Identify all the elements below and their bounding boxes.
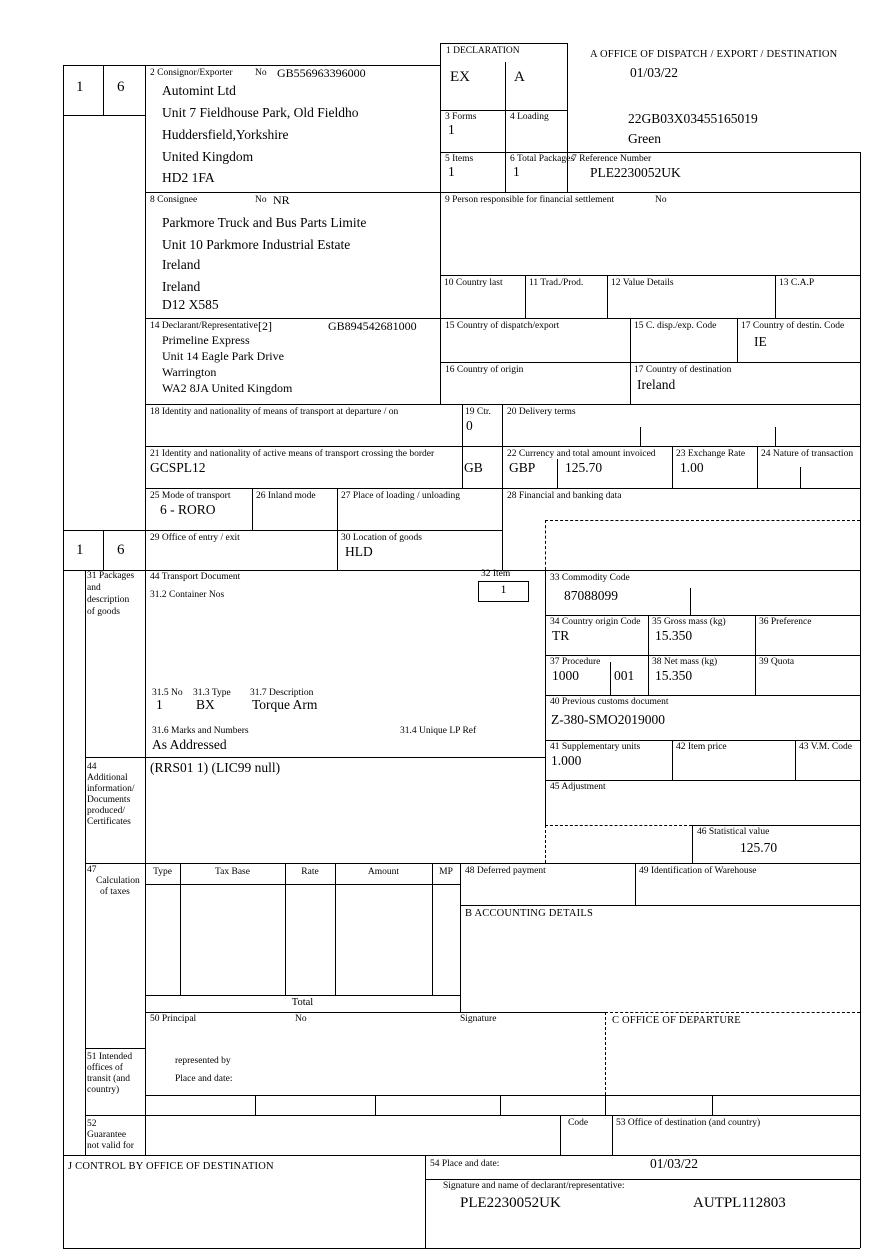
box14-line1: Primeline Express — [162, 333, 250, 347]
box25-value: 6 - RORO — [160, 502, 216, 517]
rule — [605, 1095, 606, 1115]
rule — [775, 275, 776, 318]
box30-value: HLD — [345, 544, 373, 559]
box2-label: 2 Consignor/Exporter — [150, 68, 233, 78]
box8-line4: Ireland — [162, 279, 201, 294]
box44-addl-label-line5: produced/ — [87, 806, 125, 816]
declarant-signature-ref: PLE2230052UK — [460, 1195, 561, 1211]
rule — [795, 740, 796, 780]
index-top-6: 6 — [117, 79, 125, 95]
rule — [145, 995, 460, 996]
tax-col-type: Type — [153, 867, 172, 877]
box3-value: 1 — [448, 122, 455, 137]
box40-value: Z-380-SMO2019000 — [551, 712, 665, 727]
rule — [500, 1095, 501, 1115]
tax-col-mp: MP — [439, 867, 453, 877]
box4-label: 4 Loading — [510, 112, 549, 122]
box49-label: 49 Identification of Warehouse — [639, 866, 757, 876]
dispatch-date: 01/03/22 — [630, 65, 679, 80]
rule — [285, 863, 286, 995]
rule — [440, 362, 860, 363]
rule — [63, 115, 145, 116]
box22-label: 22 Currency and total amount invoiced — [507, 449, 656, 459]
rule — [103, 65, 104, 115]
box17a-label: 17 Country of destin. Code — [741, 321, 845, 331]
rule — [545, 695, 860, 696]
box38-label: 38 Net mass (kg) — [652, 657, 718, 667]
box6-value: 1 — [513, 164, 520, 179]
box44-addl-label-line1: 44 — [87, 762, 97, 772]
box21-nationality: GB — [464, 460, 483, 475]
rule — [525, 275, 526, 318]
box25-label: 25 Mode of transport — [150, 491, 231, 501]
rule — [672, 446, 673, 488]
box31-label-line3: description — [87, 595, 130, 605]
place-date-label: Place and date: — [175, 1074, 233, 1084]
box39-label: 39 Quota — [759, 657, 795, 667]
rule — [145, 1012, 605, 1013]
box34-label: 34 Country origin Code — [550, 617, 641, 627]
packages-type-value: BX — [196, 697, 215, 712]
rule — [85, 570, 86, 1155]
box51-label-line4: country) — [87, 1085, 120, 1095]
box33-value: 87088099 — [564, 588, 618, 603]
box44-addl-label-line2: Additional — [87, 773, 128, 783]
rule — [440, 110, 567, 111]
box36-label: 36 Preference — [759, 617, 812, 627]
box44-addl-label-line4: Documents — [87, 795, 131, 805]
box47-label-line1: 47 — [87, 865, 97, 875]
tax-col-amount: Amount — [367, 867, 400, 877]
rule — [775, 427, 776, 446]
box47-label-line2: Calculation — [96, 876, 140, 886]
rule — [432, 863, 433, 995]
rule — [545, 655, 860, 656]
rule — [440, 275, 860, 276]
marks-numbers-label: 31.6 Marks and Numbers — [152, 726, 249, 736]
box14-line2: Unit 14 Eagle Park Drive — [162, 349, 284, 363]
box51-label-line3: transit (and — [87, 1074, 131, 1084]
rule — [757, 446, 758, 488]
box14-eori: GB894542681000 — [328, 319, 417, 333]
box5-label: 5 Items — [445, 154, 474, 164]
box23-value: 1.00 — [680, 460, 704, 475]
box26-label: 26 Inland mode — [256, 491, 316, 501]
box5-value: 1 — [448, 164, 455, 179]
section-b-title: B ACCOUNTING DETAILS — [465, 908, 593, 919]
rule — [85, 1048, 145, 1049]
box12-label: 12 Value Details — [611, 278, 674, 288]
tax-total-label: Total — [291, 997, 314, 1008]
rule — [85, 757, 545, 758]
box44-addl-label-line6: Certificates — [87, 817, 131, 827]
rule — [505, 62, 506, 192]
box47-label-line3: of taxes — [100, 887, 130, 897]
box8-no-label: No — [255, 195, 267, 205]
index-mid-6: 6 — [117, 542, 125, 558]
rule — [462, 404, 463, 488]
box8-line3: Ireland — [162, 257, 201, 272]
rule — [612, 1115, 613, 1155]
rule — [557, 459, 558, 488]
box35-value: 15.350 — [655, 628, 693, 643]
section-c-title: C OFFICE OF DEPARTURE — [612, 1015, 741, 1026]
box41-value: 1.000 — [551, 753, 582, 768]
rule — [440, 43, 441, 404]
rule — [63, 65, 64, 1248]
box14-line4: WA2 8JA United Kingdom — [162, 381, 293, 395]
rule — [145, 884, 460, 885]
box37-label: 37 Procedure — [550, 657, 601, 667]
box11-label: 11 Trad./Prod. — [529, 278, 584, 288]
rule — [85, 1115, 860, 1116]
box23-label: 23 Exchange Rate — [676, 449, 746, 459]
box14-label: 14 Declarant/Representative — [150, 321, 258, 331]
rule — [425, 1179, 860, 1180]
rule — [335, 863, 336, 995]
rule — [63, 65, 440, 66]
section-a-title: A OFFICE OF DISPATCH / EXPORT / DESTINATION — [590, 49, 838, 60]
box33-label: 33 Commodity Code — [550, 573, 630, 583]
rule — [502, 404, 503, 570]
box43-label: 43 V.M. Code — [799, 742, 852, 752]
rule — [63, 530, 502, 531]
mrn-value: 22GB03X03455165019 — [628, 111, 758, 126]
dashed-rule — [605, 1012, 860, 1013]
rule — [252, 488, 253, 530]
rule — [648, 615, 649, 695]
box35-label: 35 Gross mass (kg) — [652, 617, 726, 627]
box22-currency: GBP — [509, 460, 536, 475]
rule — [800, 467, 801, 488]
box2-line4: United Kingdom — [162, 149, 254, 164]
box2-eori: GB556963396000 — [277, 66, 366, 80]
box31-label-line1: 31 Packages — [87, 571, 135, 581]
box16-label: 16 Country of origin — [445, 365, 524, 375]
box3-label: 3 Forms — [445, 112, 477, 122]
box52-label-line1: 52 — [87, 1119, 97, 1129]
box9-label: 9 Person responsible for financial settlement — [445, 195, 615, 205]
rule — [640, 427, 641, 446]
box50-label: 50 Principal — [150, 1014, 197, 1024]
rule — [607, 275, 608, 318]
rule — [860, 152, 861, 1248]
box17-value: Ireland — [637, 377, 676, 392]
box51-label-line2: offices of — [87, 1063, 123, 1073]
container-nos-label: 31.2 Container Nos — [150, 590, 225, 600]
box31-label-line2: and — [87, 583, 101, 593]
box2-line1: Automint Ltd — [162, 83, 236, 98]
rule — [337, 488, 338, 570]
guarantee-code-label: Code — [568, 1118, 589, 1128]
box2-no-label: No — [255, 68, 267, 78]
declarant-signature-name: AUTPL112803 — [693, 1195, 786, 1211]
rule — [460, 905, 860, 906]
box21-value: GCSPL12 — [150, 460, 206, 475]
rule — [180, 863, 181, 995]
box48-label: 48 Deferred payment — [465, 866, 546, 876]
rule — [567, 43, 568, 192]
rule — [672, 740, 673, 780]
box7-value: PLE2230052UK — [590, 165, 681, 180]
rule — [737, 318, 738, 362]
box29-label: 29 Office of entry / exit — [150, 533, 240, 543]
box44-addl-label-line3: information/ — [87, 784, 135, 794]
box54-label: 54 Place and date: — [430, 1159, 500, 1169]
box24-label: 24 Nature of transaction — [761, 449, 854, 459]
box44-addl-value: (RRS01 1) (LIC99 null) — [150, 760, 281, 775]
box44-transport-label: 44 Transport Document — [150, 572, 241, 582]
box7-label: 7 Reference Number — [572, 154, 652, 164]
tax-col-base: Tax Base — [215, 867, 250, 877]
rule — [145, 65, 146, 1155]
box1-value-a: A — [514, 69, 525, 85]
box50-signature-label: Signature — [460, 1014, 497, 1024]
rule — [630, 318, 631, 404]
box2-line2: Unit 7 Fieldhouse Park, Old Fieldho — [162, 105, 359, 120]
description-label: 31.7 Description — [250, 688, 314, 698]
index-mid-1: 1 — [76, 542, 84, 558]
rule — [440, 43, 567, 44]
rule — [560, 1115, 561, 1155]
box14-code: [2] — [258, 319, 272, 333]
box19-label: 19 Ctr. — [465, 407, 491, 417]
packages-no-label: 31.5 No — [152, 688, 183, 698]
box27-label: 27 Place of loading / unloading — [341, 491, 460, 501]
represented-by-label: represented by — [175, 1056, 231, 1066]
rule — [635, 863, 636, 905]
rule — [460, 863, 461, 1012]
rule — [85, 863, 860, 864]
box8-id: NR — [273, 193, 290, 207]
dashed-rule — [605, 1012, 606, 1095]
box1-label: 1 DECLARATION — [446, 46, 520, 56]
box32-value: 1 — [500, 582, 507, 596]
box53-label: 53 Office of destination (and country) — [616, 1118, 761, 1128]
box8-line2: Unit 10 Parkmore Industrial Estate — [162, 237, 351, 252]
box34-value: TR — [552, 628, 570, 643]
rule — [610, 662, 611, 695]
dashed-rule — [545, 520, 546, 570]
section-j-title: J CONTROL BY OFFICE OF DESTINATION — [68, 1161, 274, 1172]
box52-label-line3: not valid for — [87, 1141, 134, 1151]
rule — [692, 825, 860, 826]
marks-numbers-value: As Addressed — [152, 737, 227, 752]
dashed-rule — [545, 825, 692, 826]
index-top-1: 1 — [76, 79, 84, 95]
box20-label: 20 Delivery terms — [507, 407, 576, 417]
rule — [255, 1095, 256, 1115]
box37-value-1: 1000 — [552, 668, 579, 683]
box51-label-line1: 51 Intended — [87, 1052, 133, 1062]
box22-amount: 125.70 — [565, 460, 603, 475]
packages-no-value: 1 — [156, 697, 163, 712]
box2-line3: Huddersfield,Yorkshire — [162, 127, 289, 142]
box1-value-ex: EX — [450, 69, 470, 85]
box28-label: 28 Financial and banking data — [507, 491, 622, 501]
rule — [545, 570, 546, 825]
box52-label-line2: Guarantee — [87, 1130, 127, 1140]
box50-no-label: No — [295, 1014, 307, 1024]
box9-no-label: No — [655, 195, 667, 205]
box8-label: 8 Consignee — [150, 195, 198, 205]
box13-label: 13 C.A.P — [779, 278, 815, 288]
rule — [103, 530, 104, 570]
box15a-label: 15 C. disp./exp. Code — [634, 321, 717, 331]
box38-value: 15.350 — [655, 668, 693, 683]
box18-label: 18 Identity and nationality of means of transport at departure / on — [150, 407, 399, 417]
rule — [690, 588, 691, 615]
box17-label: 17 Country of destination — [634, 365, 732, 375]
packages-type-label: 31.3 Type — [193, 688, 231, 698]
rule — [145, 318, 860, 319]
rule — [545, 740, 860, 741]
box40-label: 40 Previous customs document — [550, 697, 669, 707]
box8-line1: Parkmore Truck and Bus Parts Limite — [162, 215, 367, 230]
box19-value: 0 — [466, 418, 473, 433]
description-value: Torque Arm — [252, 697, 318, 712]
box31-label-line4: of goods — [87, 607, 120, 617]
box15-label: 15 Country of dispatch/export — [445, 321, 560, 331]
declarant-signature-label: Signature and name of declarant/representative: — [443, 1181, 625, 1191]
box46-label: 46 Statistical value — [697, 827, 770, 837]
rule — [425, 1155, 426, 1248]
rule — [545, 780, 860, 781]
rule — [63, 1155, 860, 1156]
rule — [440, 152, 860, 153]
box21-label: 21 Identity and nationality of active means of transport crossing the border — [150, 449, 435, 459]
box10-label: 10 Country last — [444, 278, 503, 288]
tax-col-rate: Rate — [301, 867, 319, 877]
box17a-value: IE — [754, 334, 767, 349]
box14-line3: Warrington — [162, 365, 217, 379]
routing-value: Green — [628, 131, 661, 146]
box30-label: 30 Location of goods — [341, 533, 423, 543]
rule — [755, 615, 756, 695]
box42-label: 42 Item price — [676, 742, 727, 752]
box32-label: 32 Item — [481, 569, 511, 579]
rule — [63, 1248, 860, 1249]
rule — [145, 1095, 860, 1096]
rule — [145, 192, 860, 193]
rule — [712, 1095, 713, 1115]
rule — [545, 615, 860, 616]
box54-date: 01/03/22 — [650, 1156, 699, 1171]
box2-line5: HD2 1FA — [162, 170, 215, 185]
box45-label: 45 Adjustment — [550, 782, 606, 792]
box41-label: 41 Supplementary units — [550, 742, 641, 752]
box37-value-2: 001 — [614, 668, 635, 683]
box6-label: 6 Total Packages — [510, 154, 575, 164]
dashed-rule — [545, 825, 546, 863]
rule — [63, 570, 860, 571]
unique-lp-ref-label: 31.4 Unique LP Ref — [400, 726, 477, 736]
rule — [692, 825, 693, 863]
box8-line5: D12 X585 — [162, 297, 219, 312]
dashed-rule — [545, 520, 860, 521]
box46-value: 125.70 — [740, 840, 778, 855]
rule — [375, 1095, 376, 1115]
